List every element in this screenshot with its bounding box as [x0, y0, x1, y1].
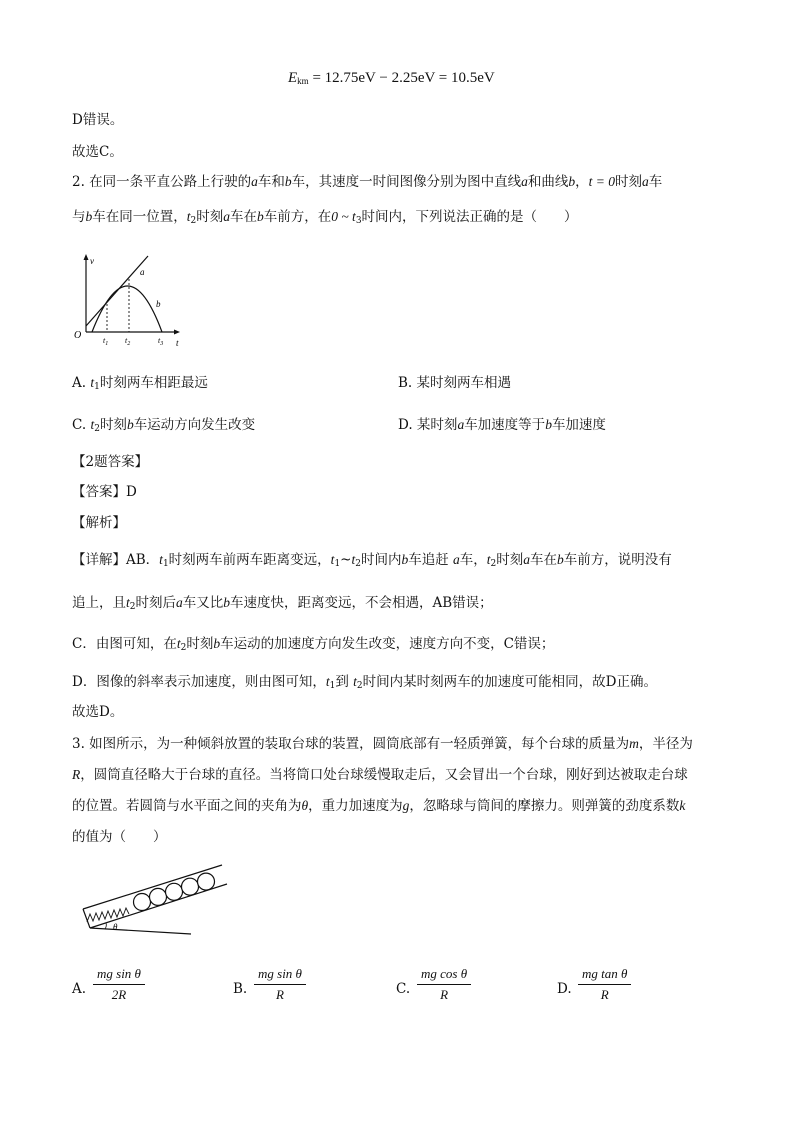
denominator: R	[440, 987, 449, 1002]
sub: 2	[129, 602, 136, 612]
var-t: t	[325, 674, 330, 689]
formula-top	[288, 70, 495, 87]
text: ，忽略球与筒间的摩擦力。则弹簧的劲度系数	[409, 798, 680, 814]
t-label: t	[176, 338, 179, 348]
theta-label: θ	[113, 922, 118, 932]
option-text: B. 某时刻两车相遇	[398, 375, 512, 391]
formula-lhs-sub: km	[297, 76, 309, 86]
curve-b	[92, 286, 162, 332]
q3-option-d-label[interactable]: D.	[557, 981, 572, 997]
b-label: b	[156, 299, 161, 309]
q3-stem-line2	[72, 765, 688, 785]
sub: 2	[94, 424, 100, 434]
text: D．图像的斜率表示加速度，则由图可知，	[72, 674, 326, 690]
q3-stem-line4: 的值为（ ）	[72, 829, 167, 845]
text: 到	[335, 674, 354, 690]
denominator: 2R	[111, 987, 127, 1002]
sub: 1	[94, 382, 100, 392]
text: 时刻	[615, 174, 643, 190]
var-a: a	[642, 174, 649, 189]
var-b: b	[568, 174, 576, 189]
text: 时刻后	[135, 595, 176, 611]
var-a: a	[521, 174, 528, 189]
text: 车和	[257, 174, 285, 190]
sub: 2	[190, 216, 197, 226]
sub: 2	[490, 559, 497, 569]
conclusion-text: 故选D。	[72, 704, 124, 720]
text: 时刻	[186, 636, 214, 652]
formula-lhs: E	[288, 70, 298, 86]
detail-line3	[72, 634, 554, 658]
option-text: 时刻两车相距最远	[99, 375, 208, 391]
choose-c-text: 故选C。	[72, 144, 123, 160]
ball-5	[198, 873, 215, 890]
text: ~	[340, 552, 352, 568]
t-arrow	[174, 330, 180, 335]
text: 的位置。若圆筒与水平面之间的夹角为	[72, 798, 302, 814]
var-b: b	[545, 417, 552, 432]
text: 车加速度等于	[464, 417, 546, 433]
var-a: a	[457, 417, 465, 432]
q3-option-c-fraction[interactable]	[417, 966, 471, 1003]
text: C．由图可知，在	[72, 636, 177, 652]
option-label: A.	[72, 375, 87, 391]
text: 3. 如图所示，为一种倾斜放置的装取台球的装置，圆筒底部有一轻质弹簧，每个台球的质量为	[72, 736, 630, 752]
numerator: mg sin θ	[93, 966, 145, 985]
a-label: a	[140, 267, 145, 277]
option-label: C.	[72, 417, 87, 433]
denominator: R	[276, 987, 284, 1002]
origin-label: O	[74, 330, 82, 341]
var-b: b	[223, 595, 230, 610]
text: 车追赶	[408, 552, 454, 568]
text: 【详解】AB．	[72, 552, 160, 568]
q2-stem-line2	[72, 207, 578, 231]
ball-2	[150, 888, 167, 905]
q3-stem-line1	[72, 734, 693, 754]
text: 车	[648, 174, 663, 190]
sub: 1	[162, 559, 169, 569]
vt-graph	[70, 250, 190, 350]
q3-option-b-fraction[interactable]	[254, 966, 306, 1003]
text: 与	[72, 209, 86, 225]
var-m: m	[629, 736, 639, 751]
var-a: a	[251, 174, 258, 189]
ball-3	[166, 883, 183, 900]
text: 车前方，说明没有	[563, 552, 672, 568]
tube-diagram	[75, 860, 235, 945]
text: 2. 在同一条平直公路上行驶的	[72, 174, 252, 190]
var-t: t	[90, 375, 95, 390]
spring	[87, 908, 129, 922]
var-t: t	[351, 552, 356, 567]
sub: 2	[356, 681, 363, 691]
text: 车加速度	[551, 417, 606, 433]
ball-1	[134, 894, 151, 911]
var-b: b	[257, 209, 264, 224]
var-k: k	[679, 798, 686, 813]
sub: 1	[334, 559, 341, 569]
answer-text: 【答案】D	[72, 484, 137, 500]
var-b: b	[126, 417, 134, 432]
var-b: b	[401, 552, 409, 567]
q3-option-b-label[interactable]: B.	[233, 981, 248, 997]
var-t0: t = 0	[588, 174, 616, 189]
text: 车在同一位置，	[92, 209, 187, 225]
d-wrong-text: D错误。	[72, 112, 124, 128]
var-t: t	[159, 552, 163, 567]
denominator: R	[600, 987, 609, 1002]
var-t: t	[330, 552, 335, 567]
range: 0 ~ t	[331, 209, 356, 224]
detail-line1	[72, 550, 672, 574]
analysis-title: 【解析】	[72, 515, 126, 531]
var-t: t	[176, 636, 181, 651]
text: 车前方，在	[263, 209, 332, 225]
var-t: t	[486, 552, 491, 567]
detail-line4	[72, 672, 657, 696]
q2-option-d[interactable]	[398, 415, 606, 435]
q2-stem-line1	[72, 172, 662, 192]
text: ，半径为	[638, 736, 693, 752]
text: ，	[575, 174, 589, 190]
q2-option-b[interactable]	[398, 373, 511, 393]
var-t: t	[353, 674, 357, 689]
q3-option-d-fraction[interactable]	[578, 966, 631, 1003]
text: 时刻	[196, 209, 224, 225]
text: 车在	[530, 552, 558, 568]
var-t: t	[186, 209, 191, 224]
text: 车运动方向发生改变	[133, 417, 256, 433]
text: 时刻两车前两车距离变远，	[168, 552, 331, 568]
t1-label: $t_1$	[103, 336, 109, 347]
var-t: t	[126, 595, 130, 610]
t2-label: $t_2$	[125, 336, 131, 347]
sub: 1	[329, 681, 336, 691]
sub: 2	[355, 559, 361, 569]
answer-title: 【2题答案】	[72, 454, 149, 470]
q3-option-a-fraction[interactable]	[93, 966, 145, 1003]
text: ，重力加速度为	[308, 798, 403, 814]
v-arrow	[84, 254, 89, 260]
var-b: b	[213, 636, 221, 651]
text: D. 某时刻	[398, 417, 458, 433]
text: 时间内，下列说法正确的是（ ）	[361, 209, 578, 225]
var-a: a	[453, 552, 460, 567]
var-a: a	[176, 595, 183, 610]
numerator: mg tan θ	[578, 966, 631, 985]
var-theta: θ	[301, 798, 309, 813]
text: 车，	[459, 552, 487, 568]
text: 时刻	[99, 417, 127, 433]
var-R: R	[72, 767, 81, 782]
numerator: mg sin θ	[254, 966, 306, 985]
numerator: mg cos θ	[417, 966, 471, 985]
var-t: t	[90, 417, 95, 432]
var-g: g	[402, 798, 410, 813]
var-a: a	[523, 552, 531, 567]
q3-option-c-label[interactable]: C.	[396, 981, 411, 997]
q3-stem-line3	[72, 796, 685, 816]
q2-option-a[interactable]	[72, 373, 208, 397]
angle-arc	[105, 923, 106, 929]
text: 车速度快，距离变远，不会相遇，AB错误；	[230, 595, 493, 611]
t3-label: $t_3$	[158, 336, 164, 347]
text: 车运动的加速度方向发生改变，速度方向不变，C错误；	[220, 636, 555, 652]
text: 车在	[230, 209, 257, 225]
v-label: v	[90, 256, 94, 266]
text: 时间内某时刻两车的加速度可能相同，故D正确。	[362, 674, 657, 690]
text: 车，其速度一时间图像分别为图中直线	[291, 174, 522, 190]
sub: 3	[355, 216, 362, 226]
text: 时间内	[360, 552, 402, 568]
var-b: b	[85, 209, 93, 224]
text: ，圆筒直径略大于台球的直径。当将筒口处台球缓慢取走后，又会冒出一个台球，刚好到达被取走台球	[80, 767, 688, 783]
ball-4	[182, 878, 199, 895]
var-a: a	[223, 209, 230, 224]
text: 时刻	[496, 552, 524, 568]
tube-base	[83, 909, 90, 928]
sub: 2	[180, 643, 187, 653]
text: 追上，且	[72, 595, 126, 611]
formula-rhs: = 12.75eV − 2.25eV = 10.5eV	[308, 70, 495, 86]
var-b: b	[284, 174, 292, 189]
text: 和曲线	[527, 174, 569, 190]
q3-option-a-label[interactable]: A.	[72, 981, 87, 997]
detail-line2	[72, 593, 493, 617]
q2-option-c[interactable]	[72, 415, 255, 439]
text: 车又比	[182, 595, 224, 611]
var-b: b	[557, 552, 564, 567]
